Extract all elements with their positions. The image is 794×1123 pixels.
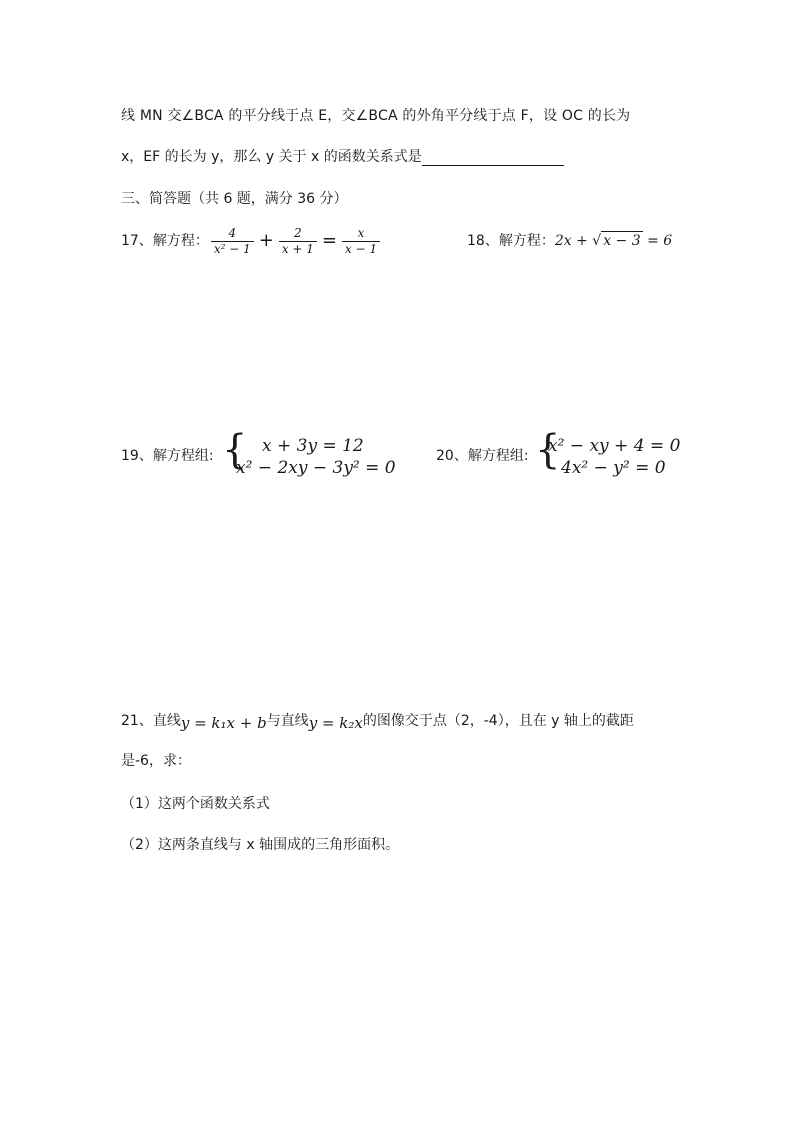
q17-f1-denominator: x² − 1 xyxy=(211,241,254,257)
question-21-line-2: 是-6，求： xyxy=(121,753,191,769)
q21-formula-1: y = k₁x + b xyxy=(180,714,267,732)
q21-formula-2: y = k₂x xyxy=(308,714,363,732)
question-18 xyxy=(467,231,672,250)
left-brace-icon: { xyxy=(222,427,248,473)
q17-fraction-2 xyxy=(279,226,317,257)
q20-equation-2: 4x² − y² = 0 xyxy=(561,458,666,478)
q17-f3-denominator: x − 1 xyxy=(342,241,380,257)
q21-part-1: 21、直线 xyxy=(121,713,181,729)
question-21-sub-1: （1）这两个函数关系式 xyxy=(121,796,270,812)
q17-f2-numerator: 2 xyxy=(294,225,302,240)
q17-fraction-1 xyxy=(211,226,254,257)
text-line-2 xyxy=(121,148,564,166)
plus-sign: + xyxy=(258,230,274,251)
equals-sign: = xyxy=(321,230,338,251)
q17-f2-denominator: x + 1 xyxy=(279,241,317,257)
answer-blank xyxy=(422,151,564,166)
section-heading: 三、简答题（共 6 题，满分 36 分） xyxy=(121,191,348,207)
question-17 xyxy=(121,221,382,261)
question-21-line-1 xyxy=(121,712,634,732)
q20-system xyxy=(535,427,685,478)
q19-system xyxy=(222,427,402,478)
q17-fraction-3 xyxy=(342,226,380,257)
q19-equation-2: x² − 2xy − 3y² = 0 xyxy=(236,458,396,478)
q20-label: 20、解方程组: xyxy=(436,448,529,464)
q21-part-2: 与直线 xyxy=(266,713,309,729)
question-21-sub-2: （2）这两条直线与 x 轴围成的三角形面积。 xyxy=(121,837,400,853)
q19-equation-1: x + 3y = 12 xyxy=(262,436,364,456)
q17-f1-numerator: 4 xyxy=(228,225,237,240)
q21-part-3: 的图像交于点（2，-4），且在 y 轴上的截距 xyxy=(362,713,634,729)
q17-f3-numerator: x xyxy=(357,225,365,240)
left-brace-icon: { xyxy=(535,427,561,473)
sqrt-icon: √ xyxy=(592,233,602,249)
q20-equation-1: x² − xy + 4 = 0 xyxy=(548,436,681,456)
q18-rhs: = 6 xyxy=(642,233,673,249)
q17-label: 17、解方程： xyxy=(121,233,209,249)
q18-radicand: x − 3 xyxy=(603,233,641,249)
text-line-1: 线 MN 交∠BCA 的平分线于点 E，交∠BCA 的外角平分线于点 F，设 OC 的长为 xyxy=(121,108,631,124)
q19-label: 19、解方程组: xyxy=(121,448,214,464)
text-line-2-content: x，EF 的长为 y，那么 y 关于 x 的函数关系式是 xyxy=(121,149,422,165)
q18-lhs: 2x + xyxy=(554,233,593,249)
q18-label: 18、解方程： xyxy=(467,233,555,249)
